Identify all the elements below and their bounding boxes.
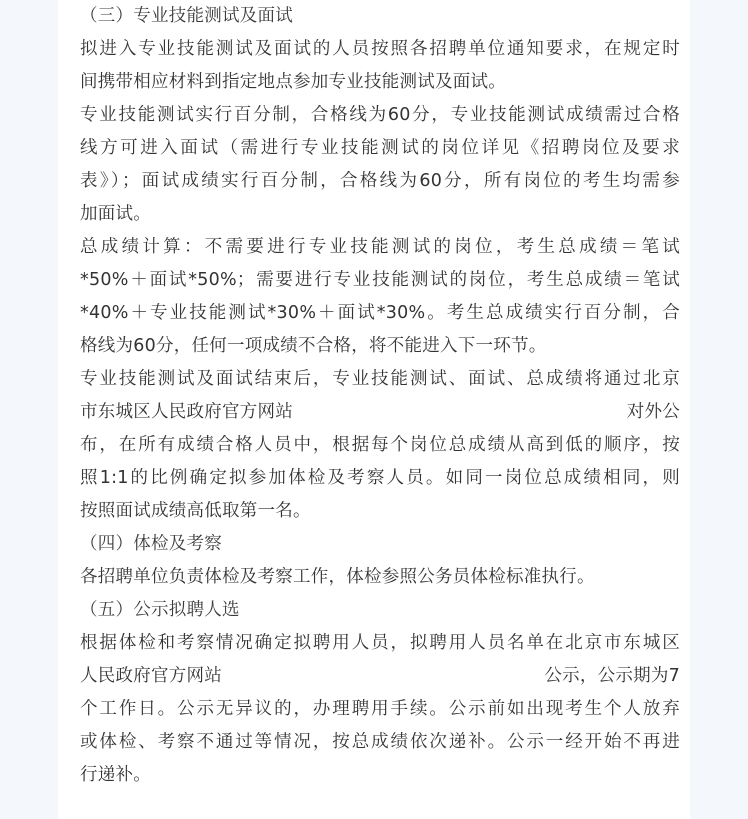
paragraph-line-tail: 对外公 [626, 402, 680, 422]
paragraph-line-tail: 公示，公示期为7 [544, 666, 680, 686]
paragraph-line: 专业技能测试及面试结束后，专业技能测试、面试、总成绩将通过北京 [80, 369, 680, 389]
paragraph-line: 总成绩计算：不需要进行专业技能测试的岗位，考生总成绩＝笔试 [80, 237, 680, 257]
paragraph-line-with-link-gap [80, 660, 680, 693]
paragraph-line: 个工作日。公示无异议的，办理聘用手续。公示前如出现考生个人放弃 [80, 699, 680, 719]
paragraph-line: 布，在所有成绩合格人员中，根据每个岗位总成绩从高到低的顺序，按 [80, 435, 680, 455]
paragraph-line: 或体检、考察不通过等情况，按总成绩依次递补。公示一经开始不再进 [80, 732, 680, 752]
paragraph-line-with-link-gap [80, 396, 680, 429]
paragraph-line: 加面试。 [80, 204, 151, 224]
section-5-heading: （五）公示拟聘人选 [80, 600, 240, 620]
paragraph-line: 间携带相应材料到指定地点参加专业技能测试及面试。 [80, 72, 506, 92]
paragraph-line: 行递补。 [80, 765, 151, 785]
paragraph-line: 各招聘单位负责体检及考察工作，体检参照公务员体检标准执行。 [80, 567, 595, 587]
paragraph-line: 照1:1的比例确定拟参加体检及考察人员。如同一岗位总成绩相同，则 [80, 468, 680, 488]
section-3-heading: （三）专业技能测试及面试 [80, 6, 293, 26]
paragraph-line: 线方可进入面试（需进行专业技能测试的岗位详见《招聘岗位及要求 [80, 138, 680, 158]
section-4-heading: （四）体检及考察 [80, 534, 222, 554]
paragraph-line: *50%＋面试*50%；需要进行专业技能测试的岗位，考生总成绩＝笔试 [80, 270, 680, 290]
paragraph-line: 专业技能测试实行百分制，合格线为60分，专业技能测试成绩需过合格 [80, 105, 680, 125]
article-body [80, 0, 680, 792]
paragraph-line: 按照面试成绩高低取第一名。 [80, 501, 311, 521]
paragraph-line: 根据体检和考察情况确定拟聘用人员，拟聘用人员名单在北京市东城区 [80, 633, 680, 653]
paragraph-line: 格线为60分，任何一项成绩不合格，将不能进入下一环节。 [80, 336, 547, 356]
website-name-text: 市东城区人民政府官方网站 [80, 402, 293, 422]
website-name-text: 人民政府官方网站 [80, 666, 222, 686]
paragraph-line: 拟进入专业技能测试及面试的人员按照各招聘单位通知要求，在规定时 [80, 39, 680, 59]
paragraph-line: 表》）；面试成绩实行百分制，合格线为60分，所有岗位的考生均需参 [80, 171, 680, 191]
paragraph-line: *40%＋专业技能测试*30%＋面试*30%。考生总成绩实行百分制，合 [80, 303, 680, 323]
